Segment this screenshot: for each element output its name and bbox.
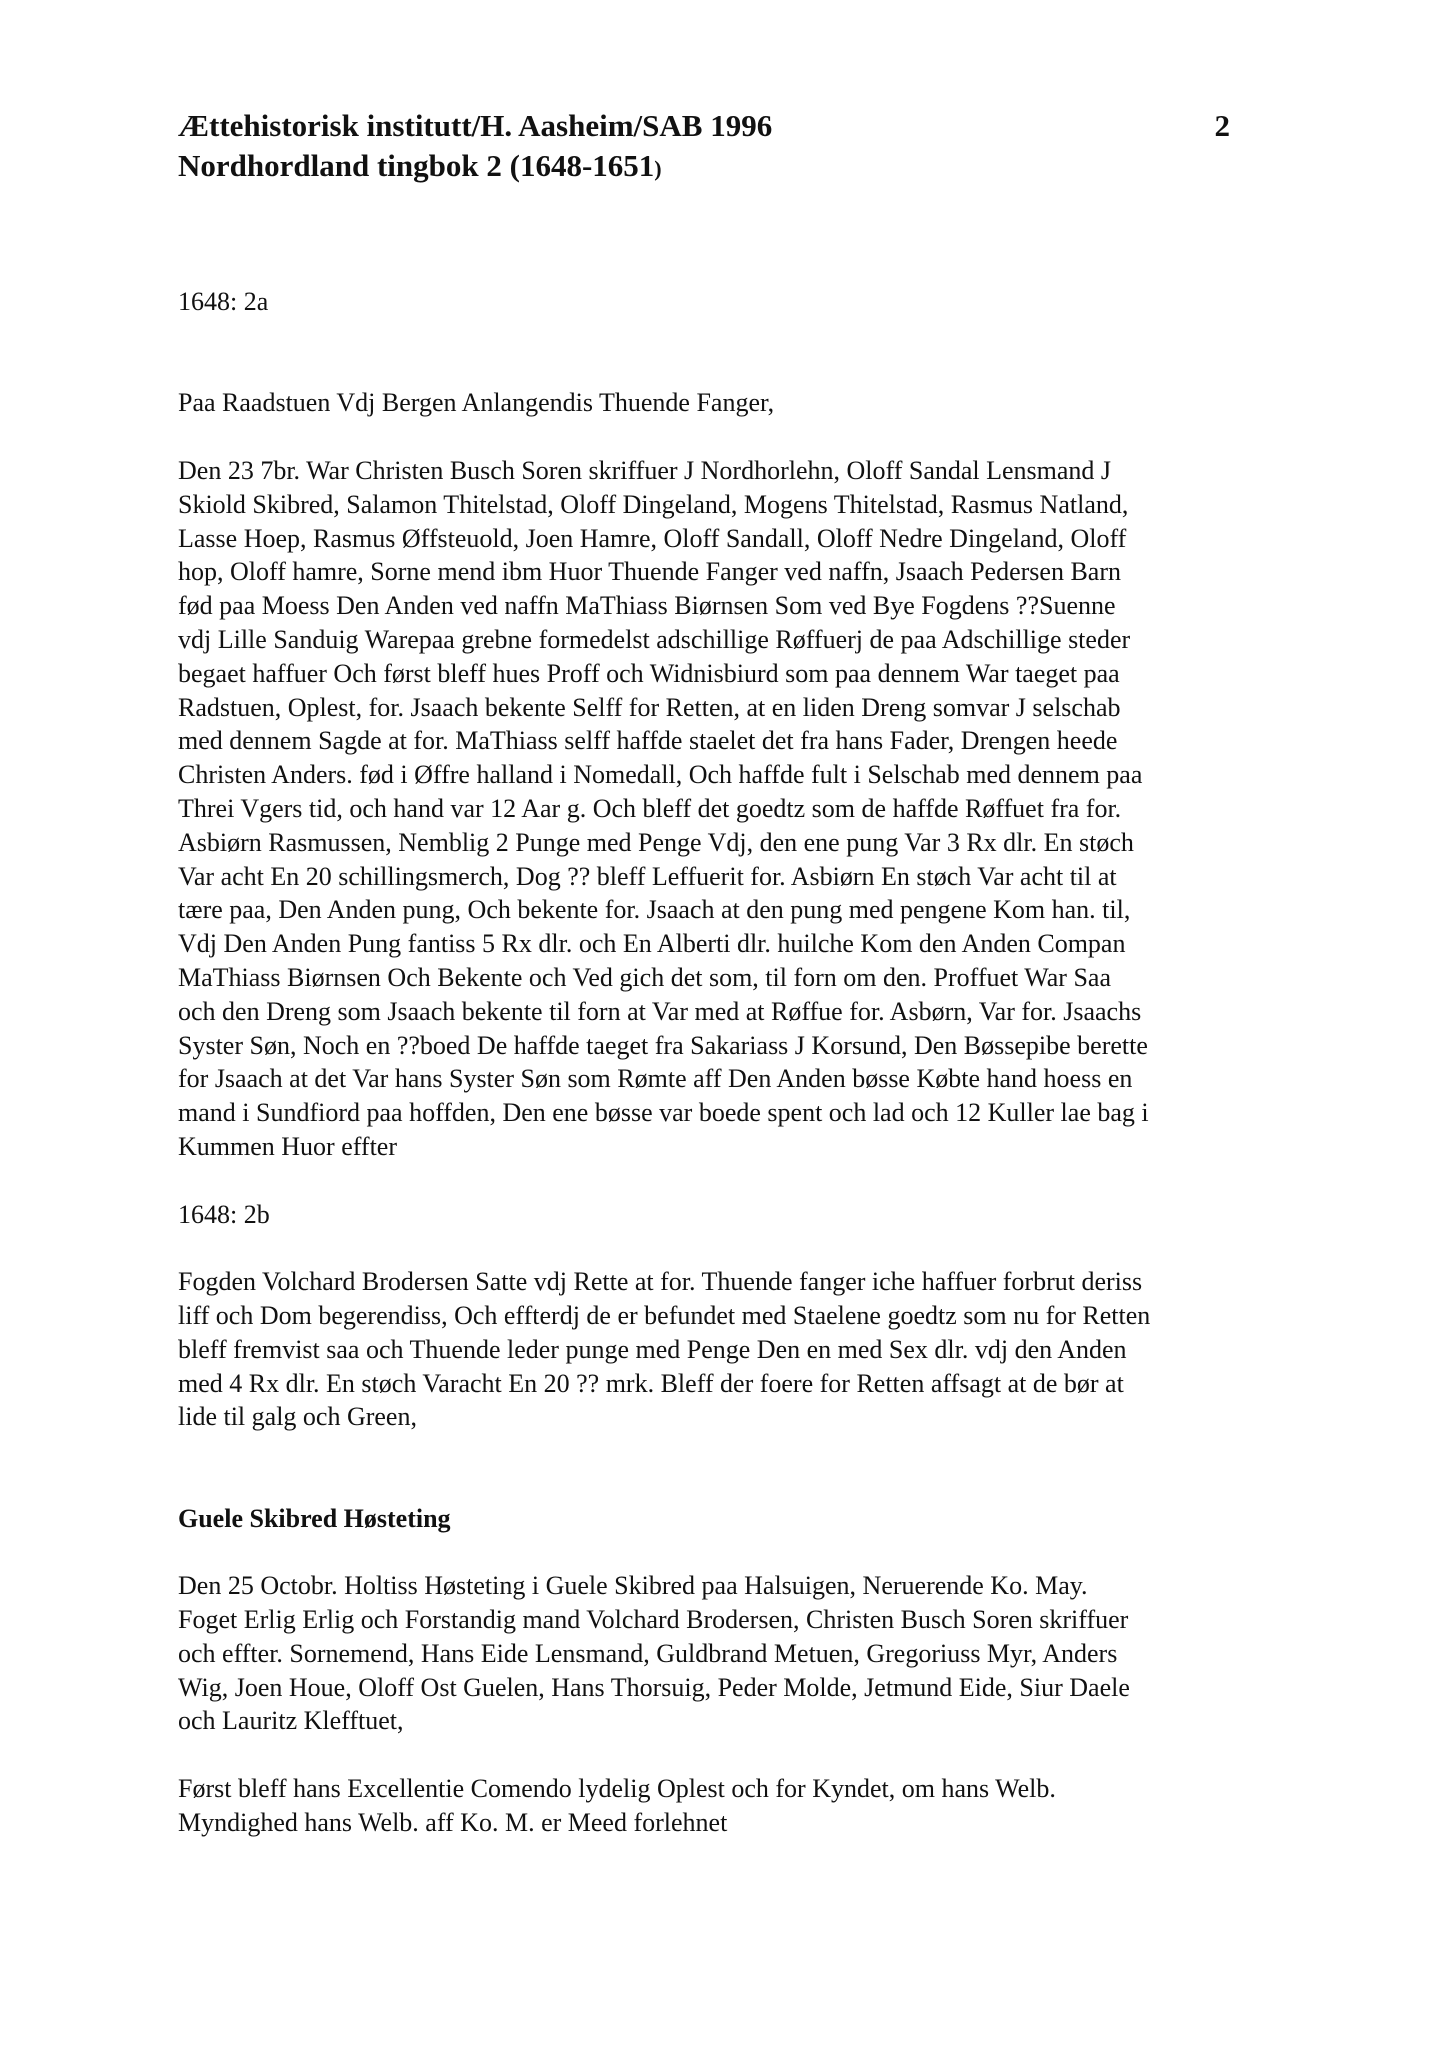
text-line: Skiold Skibred, Salamon Thitelstad, Oloff Dingeland, Mogens Thitelstad, Rasmus Natland,	[178, 489, 1129, 519]
header-subtitle-text: Nordhordland tingbok 2 (1648-1651	[178, 148, 655, 183]
text-line: med 4 Rx dlr. En støch Varacht En 20 ?? mrk. Bleff der foere for Retten affsagt at de bør at	[178, 1368, 1124, 1398]
header-subtitle-row	[178, 146, 1230, 189]
text-line: Først bleff hans Excellentie Comendo lydelig Oplest och for Kyndet, om hans Welb.	[178, 1774, 1056, 1804]
text-line: Threi Vgers tid, och hand var 12 Aar g. Och bleff det goedtz som de haffde Røffuet fra for.	[178, 793, 1122, 823]
header-title: Ættehistorisk institutt/H. Aasheim/SAB 1996	[178, 108, 773, 143]
intro-line: Paa Raadstuen Vdj Bergen Anlangendis Thuende Fanger,	[178, 388, 775, 418]
text-line: med dennem Sagde at for. MaThiass selff haffde staelet det fra hans Fader, Drengen heede	[178, 726, 1118, 756]
text-line: for Jsaach at det Var hans Syster Søn som Rømte aff Den Anden bøsse Købte hand hoess en	[178, 1064, 1133, 1094]
header-title-row	[178, 106, 1230, 146]
text-line: mand i Sundfiord paa hoffden, Den ene bøsse var boede spent och lad och 12 Kuller lae bag i	[178, 1098, 1149, 1128]
text-line: bleff fremvist saa och Thuende leder punge med Penge Den en med Sex dlr. vdj den Anden	[178, 1334, 1127, 1364]
folio-reference-2b: 1648: 2b	[178, 1199, 270, 1229]
text-line: MaThiass Biørnsen Och Bekente och Ved gich det som, til forn om den. Proffuet War Saa	[178, 962, 1112, 992]
text-line: tære paa, Den Anden pung, Och bekente for. Jsaach at den pung med pengene Kom han. til,	[178, 895, 1131, 925]
text-line: liff och Dom begerendiss, Och effterdj de er befundet med Staelene goedtz som nu for Retten	[178, 1300, 1151, 1330]
header-subtitle-paren: )	[654, 156, 662, 181]
text-line: Vdj Den Anden Pung fantiss 5 Rx dlr. och En Alberti dlr. huilche Kom den Anden Compan	[178, 929, 1126, 959]
text-line: Var acht En 20 schillingsmerch, Dog ?? bleff Leffuerit for. Asbiørn En støch Var acht til at	[178, 861, 1117, 891]
paragraph-4	[178, 1772, 1258, 1840]
text-line: Den 25 Octobr. Holtiss Høsteting i Guele Skibred paa Halsuigen, Neruerende Ko. May.	[178, 1571, 1088, 1601]
text-line: hop, Oloff hamre, Sorne mend ibm Huor Thuende Fanger ved naffn, Jsaach Pedersen Barn	[178, 557, 1121, 587]
text-line: Foget Erlig Erlig och Forstandig mand Volchard Brodersen, Christen Busch Soren skriffuer	[178, 1605, 1129, 1635]
page-number: 2	[1214, 108, 1230, 143]
text-line: och effter. Sornemend, Hans Eide Lensmand, Guldbrand Metuen, Gregoriuss Myr, Anders	[178, 1638, 1118, 1668]
page-header	[178, 106, 1230, 189]
text-line: lide til galg och Green,	[178, 1402, 417, 1432]
text-line: vdj Lille Sanduig Warepaa grebne formedelst adschillige Røffuerj de paa Adschillige steder	[178, 624, 1131, 654]
paragraph-2	[178, 1265, 1258, 1434]
text-line: begaet haffuer Och først bleff hues Proff och Widnisbiurd som paa dennem War taeget paa	[178, 658, 1120, 688]
paragraph-3	[178, 1569, 1258, 1738]
text-line: Asbiørn Rasmussen, Nemblig 2 Punge med Penge Vdj, den ene pung Var 3 Rx dlr. En støch	[178, 827, 1134, 857]
paragraph-1	[178, 454, 1258, 1164]
text-line: Christen Anders. fød i Øffre halland i Nomedall, Och haffde fult i Selschab med dennem paa	[178, 760, 1143, 790]
text-line: Syster Søn, Noch en ??boed De haffde taeget fra Sakariass J Korsund, Den Bøssepibe berette	[178, 1030, 1148, 1060]
text-line: och den Dreng som Jsaach bekente til forn at Var med at Røffue for. Asbørn, Var for. Jsaachs	[178, 996, 1142, 1026]
text-line: Kummen Huor effter	[178, 1131, 398, 1161]
text-line: Radstuen, Oplest, for. Jsaach bekente Selff for Retten, at en liden Dreng somvar J selschab	[178, 692, 1121, 722]
document-body	[178, 285, 1258, 1840]
text-line: Wig, Joen Houe, Oloff Ost Guelen, Hans Thorsuig, Peder Molde, Jetmund Eide, Siur Daele	[178, 1672, 1130, 1702]
section-heading: Guele Skibred Høsteting	[178, 1503, 451, 1533]
text-line: och Lauritz Klefftuet,	[178, 1706, 404, 1736]
text-line: Fogden Volchard Brodersen Satte vdj Rette at for. Thuende fanger iche haffuer forbrut deriss	[178, 1267, 1143, 1297]
text-line: Den 23 7br. War Christen Busch Soren skriffuer J Nordhorlehn, Oloff Sandal Lensmand J	[178, 455, 1112, 485]
folio-reference-2a: 1648: 2a	[178, 287, 269, 316]
text-line: Lasse Hoep, Rasmus Øffsteuold, Joen Hamre, Oloff Sandall, Oloff Nedre Dingeland, Oloff	[178, 523, 1127, 553]
header-subtitle	[178, 146, 662, 189]
text-line: Myndighed hans Welb. aff Ko. M. er Meed forlehnet	[178, 1807, 728, 1837]
text-line: fød paa Moess Den Anden ved naffn MaThiass Biørnsen Som ved Bye Fogdens ??Suenne	[178, 591, 1116, 621]
